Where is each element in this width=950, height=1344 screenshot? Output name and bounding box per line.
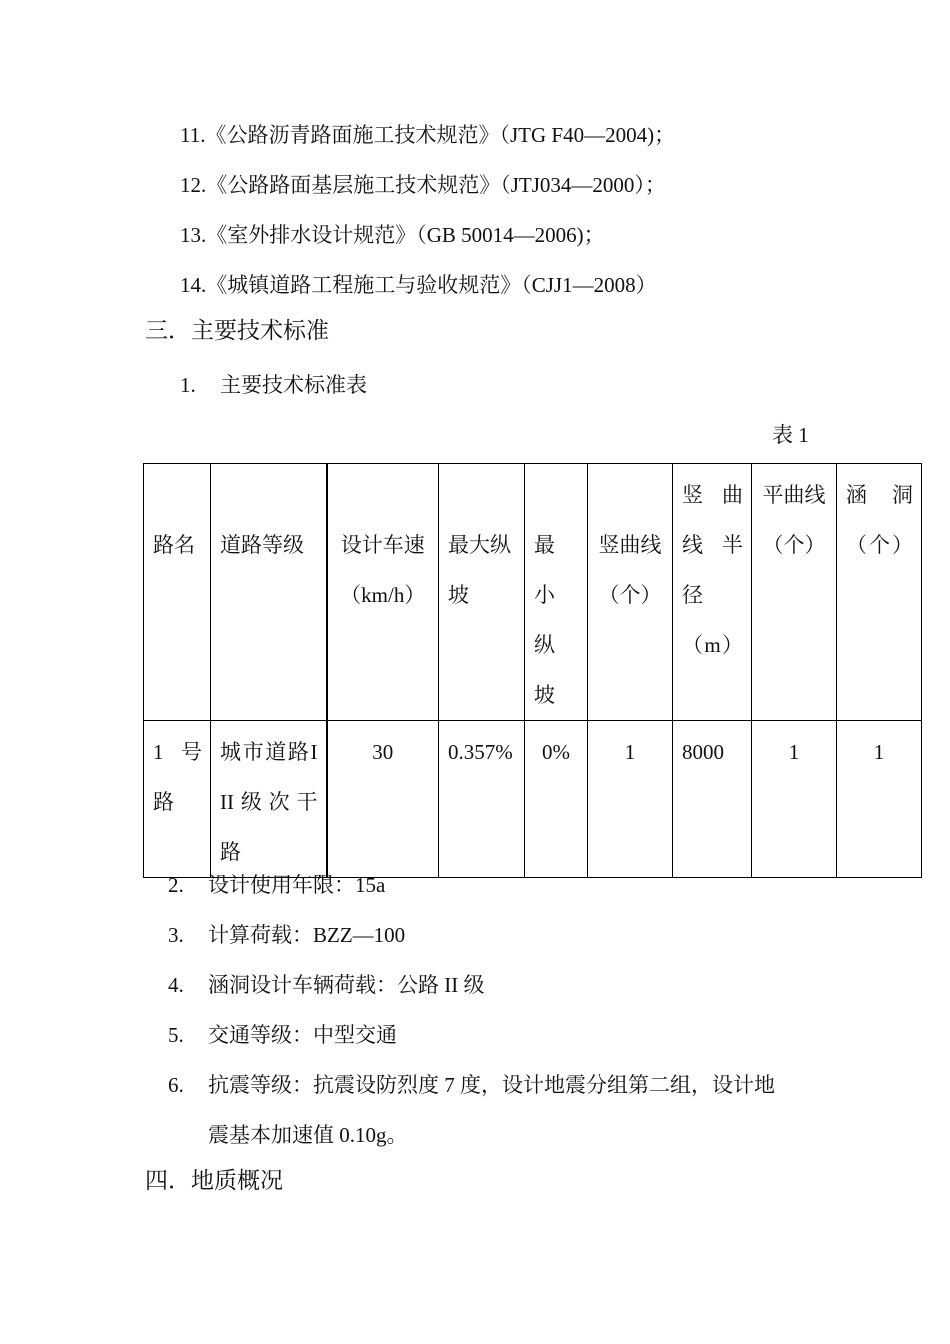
reference-item <box>180 122 675 148</box>
table-header-row <box>144 464 922 721</box>
item-text: 涵洞设计车辆荷载：公路 II 级 <box>208 973 485 997</box>
table-cell: 8000 <box>673 721 752 878</box>
list-item <box>180 372 367 398</box>
item-text: 设计使用年限：15a <box>208 873 386 897</box>
reference-number: 13. <box>180 223 207 247</box>
header-cell: 最小纵坡 <box>525 464 588 721</box>
table-cell: 0% <box>525 721 588 878</box>
header-cell: 道路等级 <box>211 464 327 721</box>
item-number: 3. <box>168 923 184 947</box>
reference-item <box>180 222 605 248</box>
table-cell: 1 <box>837 721 922 878</box>
table-cell: 1 <box>588 721 673 878</box>
reference-number: 11. <box>180 123 206 147</box>
header-cell: 涵洞（个） <box>837 464 922 721</box>
reference-number: 14. <box>180 273 207 297</box>
item-number: 5. <box>168 1023 184 1047</box>
reference-text: 《公路沥青路面施工技术规范》（JTG F40—2004)； <box>205 123 676 147</box>
table-row <box>144 721 922 878</box>
reference-number: 12. <box>180 173 207 197</box>
list-item <box>168 1022 397 1048</box>
list-item <box>168 922 405 948</box>
reference-text: 《公路路面基层施工技术规范》（JTJ034—2000）； <box>206 173 666 197</box>
table-caption: 表 1 <box>772 423 809 447</box>
list-item <box>168 972 485 998</box>
table-cell: 1 <box>752 721 837 878</box>
list-item <box>168 872 385 898</box>
item-number: 2. <box>168 873 184 897</box>
header-cell: 平曲线（个） <box>752 464 837 721</box>
item-number: 1. <box>180 373 196 397</box>
header-cell: 路名 <box>144 464 211 721</box>
table-cell: 城市道路III级次干路 <box>211 721 327 878</box>
header-cell: 最大纵坡 <box>439 464 525 721</box>
header-cell: 竖曲线半径（m） <box>673 464 752 721</box>
list-item-continuation: 震基本加速值 0.10g。 <box>208 1123 408 1147</box>
header-cell: 竖曲线（个） <box>588 464 673 721</box>
technical-standards-table <box>143 463 922 878</box>
item-text: 计算荷载：BZZ—100 <box>208 923 406 947</box>
table-cell: 1号路 <box>144 721 211 878</box>
section-heading: 四．地质概况 <box>145 1168 283 1193</box>
item-text: 主要技术标准表 <box>220 373 367 397</box>
table-cell: 30 <box>327 721 439 878</box>
reference-item <box>180 172 666 198</box>
header-cell: 设计车速（km/h） <box>327 464 439 721</box>
reference-text: 《室外排水设计规范》（GB 50014—2006)； <box>206 223 605 247</box>
section-heading: 三．主要技术标准 <box>145 318 329 343</box>
item-text: 抗震等级：抗震设防烈度 7 度，设计地震分组第二组，设计地 <box>208 1073 775 1097</box>
list-item <box>168 1072 775 1098</box>
item-number: 4. <box>168 973 184 997</box>
reference-text: 《城镇道路工程施工与验收规范》（CJJ1—2008） <box>206 273 657 297</box>
item-number: 6. <box>168 1073 184 1097</box>
table-cell: 0.357% <box>439 721 525 878</box>
reference-item <box>180 272 657 298</box>
item-text: 交通等级：中型交通 <box>208 1023 397 1047</box>
